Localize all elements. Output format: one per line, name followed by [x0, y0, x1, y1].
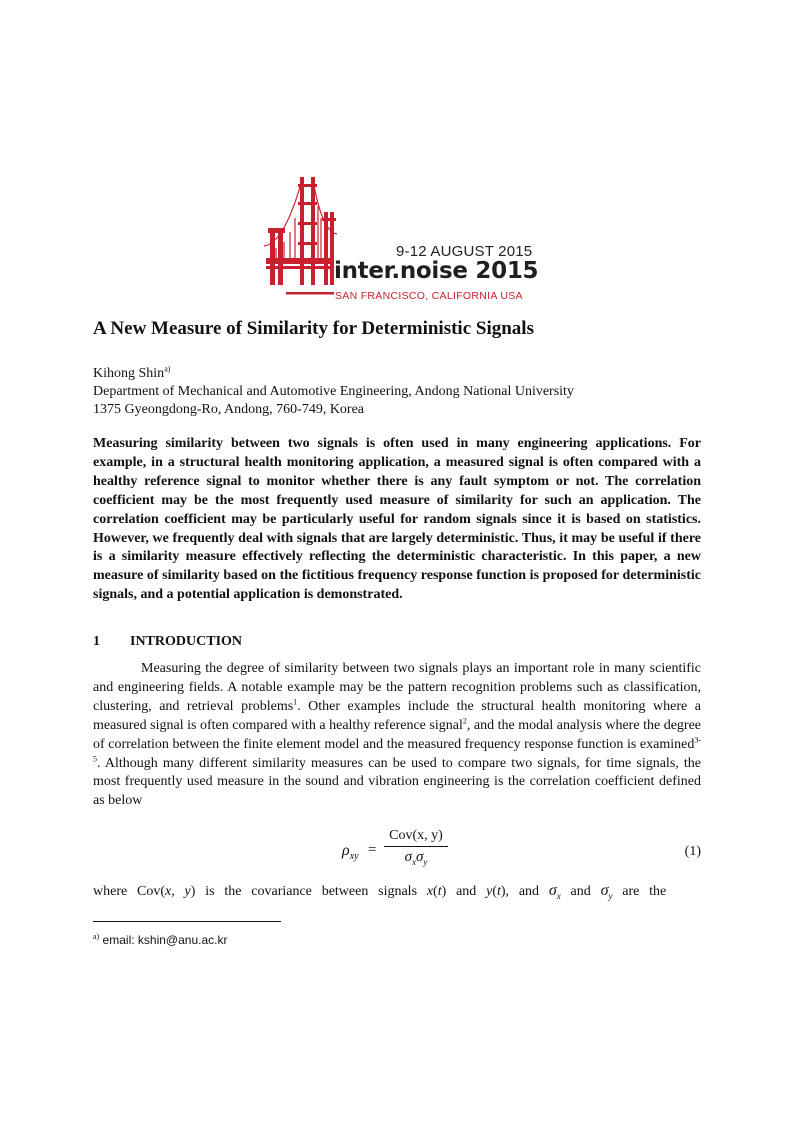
text-run: where Cov(	[93, 884, 166, 899]
var-x: x	[426, 884, 434, 899]
conference-location: SAN FRANCISCO, CALIFORNIA USA	[335, 290, 523, 302]
section-number: 1	[93, 634, 100, 649]
var-sigma: σ	[600, 882, 609, 899]
eq-fraction-bar	[384, 846, 448, 847]
conference-name: inter.noise 2015	[334, 258, 539, 284]
section-title: INTRODUCTION	[130, 634, 243, 649]
var-sigma-sub: x	[556, 890, 561, 901]
footnote-rule	[93, 921, 281, 922]
footnote-marker: a)	[93, 932, 100, 941]
footnote	[93, 933, 227, 947]
text-run: ,	[171, 884, 185, 899]
paper-title: A New Measure of Similarity for Deterministic Signals	[93, 318, 534, 339]
eq-sigma-y-sub: y	[423, 857, 428, 867]
conference-date: 9-12 AUGUST 2015	[396, 243, 533, 260]
text-run: (	[433, 884, 438, 899]
golden-gate-bridge-icon	[262, 172, 542, 307]
var-t: t	[496, 884, 501, 899]
author-marker: a)	[164, 364, 171, 374]
eq-fraction	[384, 828, 448, 867]
text-run: ), and	[500, 884, 549, 899]
intro-text-2: . Other examples include the structural health monitoring where a measured signal is often compared with a healthy reference signal	[93, 698, 701, 733]
intro-paragraph	[93, 660, 701, 811]
intro-text-3: , and the modal analysis where the degree of correlation between the finite element model and the measured frequency response function is examined	[93, 717, 702, 752]
var-y: y	[486, 884, 493, 899]
post-equation-text	[93, 882, 701, 906]
intro-text-4: . Although many different similarity measures can be used to compare two signals, for time signals, the most frequently used measure in the sound and vibration engineering is the correlation coefficient defined as below	[93, 755, 701, 809]
citation-2: 2	[462, 716, 467, 726]
var-sigma: σ	[548, 882, 557, 899]
citation-3: 3-5	[93, 734, 701, 763]
eq-denominator	[384, 849, 448, 867]
var-t: t	[437, 884, 442, 899]
intro-text-1: Measuring the degree of similarity between two signals plays an important role in many scientific and engineering fields. A notable example may be the pattern recognition problems such as classification, clustering, and retrieval problems	[93, 661, 701, 714]
eq-numerator: Cov(x, y)	[389, 828, 443, 843]
author-name: Kihong Shin	[93, 366, 165, 381]
eq-rho: ρ	[342, 842, 350, 859]
text-run: ) and	[441, 884, 487, 899]
eq-rho-sub: xy	[349, 851, 359, 863]
abstract: Measuring similarity between two signals is often used in many engineering applications. For example, in a structural health monitoring application, a measured signal is often compared with a healthy reference signal to monitor whether there is any fault symptom or not. The correlation coefficient may be the most frequently used measure of similarity for such an application. The correlation coefficient may be particularly useful for random signals since it is based on statistics. However, we frequently deal with signals that are largely deterministic. Thus, it may be useful if there is a similarity measure effectively reflecting the deterministic characteristic. In this paper, a new measure of similarity based on the fictitious frequency response function is proposed for deterministic signals, and a potential application is demonstrated.	[93, 436, 701, 603]
author-affiliation: Department of Mechanical and Automotive Engineering, Andong National University	[93, 384, 574, 399]
author-address: 1375 Gyeongdong-Ro, Andong, 760-749, Korea	[93, 402, 365, 417]
eq-equals: =	[368, 842, 377, 858]
text-run: (	[492, 884, 497, 899]
text-run: ) is the covariance between signals	[190, 884, 427, 899]
conference-logo	[262, 172, 542, 307]
var-x: x	[165, 884, 172, 899]
author-name-line	[93, 365, 574, 383]
eq-sigma-y: σ	[416, 849, 424, 865]
author-block	[93, 365, 574, 419]
var-y: y	[184, 884, 191, 899]
eq-sigma-x: σ	[404, 849, 412, 865]
eq-lhs	[342, 842, 359, 862]
section-heading	[93, 634, 242, 650]
footnote-text: email: kshin@anu.ac.kr	[99, 933, 228, 947]
eq-number: (1)	[684, 844, 701, 859]
text-run: are the	[612, 884, 667, 899]
eq-sigma-x-sub: x	[412, 857, 416, 867]
equation-1	[93, 828, 701, 878]
text-run: and	[560, 884, 601, 899]
citation-1: 1	[293, 697, 298, 707]
var-sigma-sub: y	[608, 890, 613, 901]
